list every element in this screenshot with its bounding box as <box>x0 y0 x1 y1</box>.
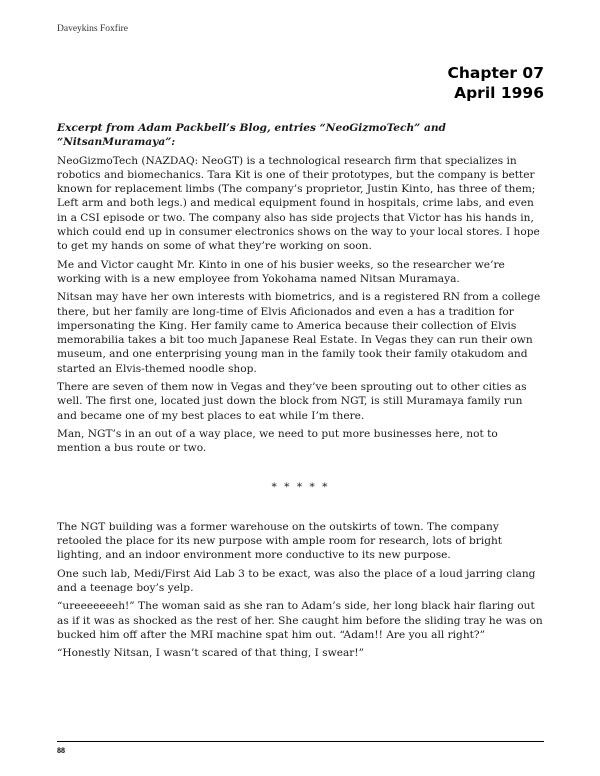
page-body <box>57 121 544 665</box>
blog-paragraph: NeoGizmoTech (NAZDAQ: NeoGT) is a technological research firm that specializes in robotics and biomechanics. Tara Kit is one of their prototypes, but the company is better known for replacement limbs (The company’s proprietor, Justin Kinto, has three of them; Left arm and both legs.) and medical equipment found in hospitals, crime labs, and even in a CSI episode or two. The company also has side projects that Victor has his hands in, which could end up in consumer electronics shows on the way to your local stores. I hope to get my hands on some of what they’re working on soon. <box>57 154 540 253</box>
story-paragraph: The NGT building was a former warehouse on the outskirts of town. The company retooled the place for its new purpose with ample room for research, lots of bright lighting, and an indoor environment more conductive to its new purpose. <box>57 520 503 562</box>
blog-paragraph: There are seven of them now in Vegas and they’ve been sprouting out to other cities as well. The first one, located just down the block from NGT, is still Muramaya family run and became one of my best places to eat while I’m there. <box>57 381 527 422</box>
running-header: Daveykins Foxfire <box>57 24 128 34</box>
story-paragraph: “Honestly Nitsan, I wasn’t scared of that thing, I swear!” <box>57 647 365 660</box>
story-paragraph: “ureeeeeeeh!” The woman said as she ran to Adam’s side, her long black hair flaring out as if it was as shocked as the rest of her. She caught him before the sliding tray he was on bucked him off after the MRI machine spat him out. “Adam!! Are you all right?” <box>57 600 543 641</box>
chapter-title: Chapter 07 <box>447 64 544 82</box>
page-number: 88 <box>57 746 65 755</box>
blog-paragraph: Nitsan may have her own interests with biometrics, and is a registered RN from a college there, but her family are long-time of Elvis Aficionados and even a has a tradition for impersonating the King. Her family came to America because their collection of Elvis memorabilia takes a bit too much Japanese Real Estate. In Vegas they can run their own museum, and one enterprising young man in the family took their family otakudom and started an Elvis-themed noodle shop. <box>57 291 541 375</box>
story-paragraph: One such lab, Medi/First Aid Lab 3 to be exact, was also the place of a loud jarring clang and a teenage boy’s yelp. <box>57 567 536 595</box>
chapter-heading <box>448 63 545 103</box>
excerpt-title: Excerpt from Adam Packbell’s Blog, entries “NeoGizmoTech” and “NitsanMuramaya”: <box>57 122 446 149</box>
blog-paragraph: Me and Victor caught Mr. Kinto in one of his busier weeks, so the researcher we’re working with is a new employee from Yokohama named Nitsan Muramaya. <box>57 258 505 285</box>
footer-rule <box>57 741 544 742</box>
chapter-date: April 1996 <box>454 84 544 102</box>
blog-paragraph: Man, NGT’s in an out of a way place, we need to put more businesses here, not to mention a bus route or two. <box>57 427 498 455</box>
section-break: * * * * * <box>271 480 330 493</box>
